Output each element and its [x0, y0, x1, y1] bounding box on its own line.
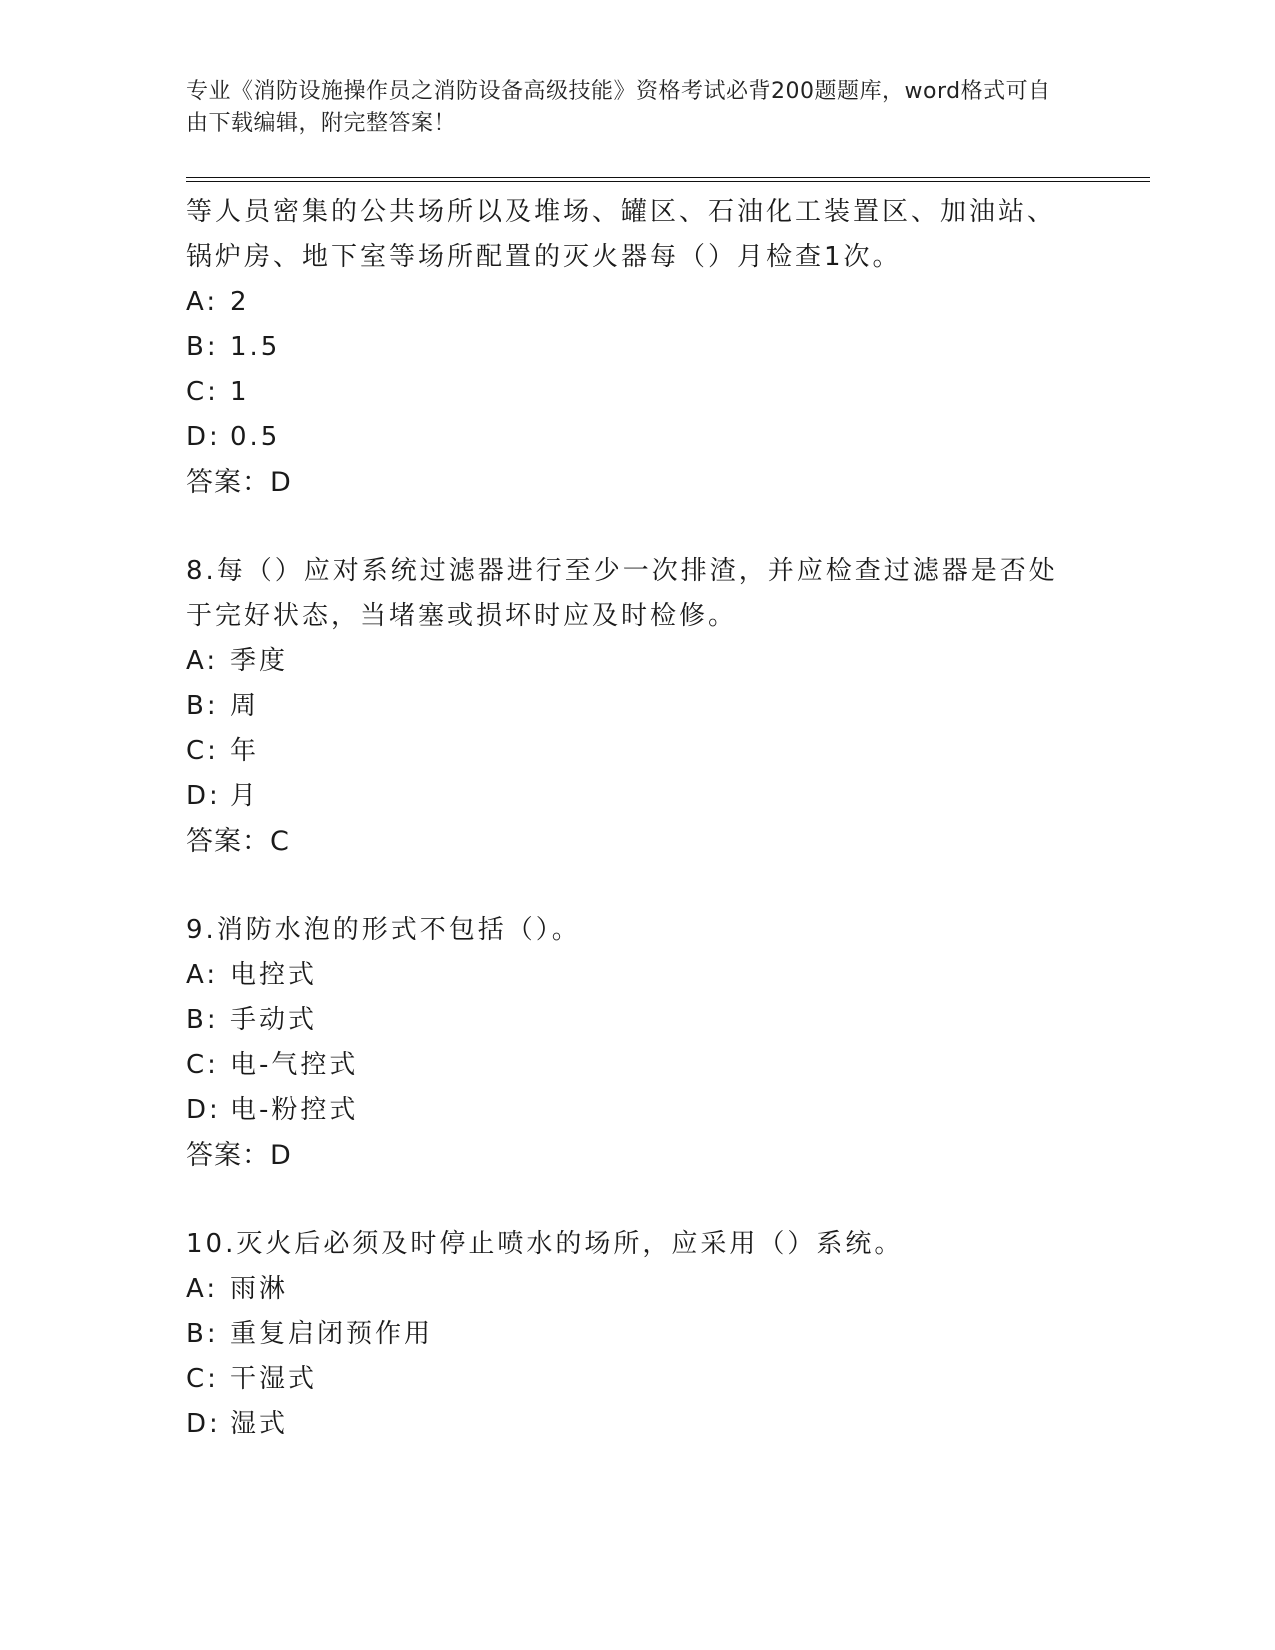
option-text: 湿式 [230, 1409, 289, 1439]
option-label: A: [186, 960, 219, 990]
option-text: 电-气控式 [230, 1050, 359, 1080]
question-list [186, 190, 1086, 1491]
option-label: B: [186, 332, 219, 362]
option-text: 周 [230, 691, 260, 721]
option-c [186, 1043, 1086, 1088]
option-a [186, 639, 1086, 684]
option-d [186, 415, 1086, 460]
option-label: A: [186, 287, 219, 317]
option-label: C: [186, 1364, 219, 1394]
option-c [186, 1357, 1086, 1402]
option-text: 电-粉控式 [230, 1095, 359, 1125]
option-text: 0.5 [230, 422, 281, 452]
question-item [186, 908, 1086, 1178]
option-text: 手动式 [230, 1005, 318, 1035]
option-b [186, 684, 1086, 729]
question-item [186, 549, 1086, 864]
option-d [186, 774, 1086, 819]
option-text: 1 [230, 377, 250, 407]
option-text: 干湿式 [230, 1364, 318, 1394]
option-b [186, 1312, 1086, 1357]
option-label: D: [186, 1409, 221, 1439]
answer-line: 答案：C [186, 826, 290, 857]
question-item [186, 1222, 1086, 1447]
option-label: A: [186, 1274, 219, 1304]
option-d [186, 1402, 1086, 1447]
option-text: 1.5 [230, 332, 281, 362]
option-b [186, 998, 1086, 1043]
option-label: A: [186, 646, 219, 676]
option-text: 年 [230, 736, 260, 766]
option-c [186, 370, 1086, 415]
option-label: B: [186, 691, 219, 721]
option-text: 2 [230, 287, 250, 317]
option-label: B: [186, 1005, 219, 1035]
option-a [186, 1267, 1086, 1312]
option-d [186, 1088, 1086, 1133]
option-label: C: [186, 377, 219, 407]
option-a [186, 953, 1086, 998]
option-label: C: [186, 736, 219, 766]
answer-line: 答案：D [186, 467, 292, 498]
option-label: C: [186, 1050, 219, 1080]
option-label: D: [186, 422, 221, 452]
option-text: 电控式 [230, 960, 318, 990]
option-text: 雨淋 [230, 1274, 289, 1304]
question-text: 9.消防水泡的形式不包括（）。 [186, 915, 581, 945]
option-b [186, 325, 1086, 370]
answer-line: 答案：D [186, 1140, 292, 1171]
option-label: B: [186, 1319, 219, 1349]
question-text: 等人员密集的公共场所以及堆场、罐区、石油化工装置区、加油站、锅炉房、地下室等场所配置的灭火器每（）月检查1次。 [186, 197, 1057, 272]
option-a [186, 280, 1086, 325]
option-text: 重复启闭预作用 [230, 1319, 434, 1349]
question-item [186, 190, 1086, 505]
option-text: 季度 [230, 646, 289, 676]
option-c [186, 729, 1086, 774]
header-rule-bottom [186, 181, 1150, 182]
option-label: D: [186, 1095, 221, 1125]
question-text: 8.每（）应对系统过滤器进行至少一次排渣，并应检查过滤器是否处于完好状态，当堵塞或损坏时应及时检修。 [186, 556, 1058, 631]
option-text: 月 [230, 781, 260, 811]
document-header: 专业《消防设施操作员之消防设备高级技能》资格考试必背200题题库，word格式可自由下载编辑，附完整答案！ [186, 79, 1051, 136]
question-text: 10.灭火后必须及时停止喷水的场所，应采用（）系统。 [186, 1229, 904, 1259]
option-label: D: [186, 781, 221, 811]
header-rule-top [186, 177, 1150, 178]
